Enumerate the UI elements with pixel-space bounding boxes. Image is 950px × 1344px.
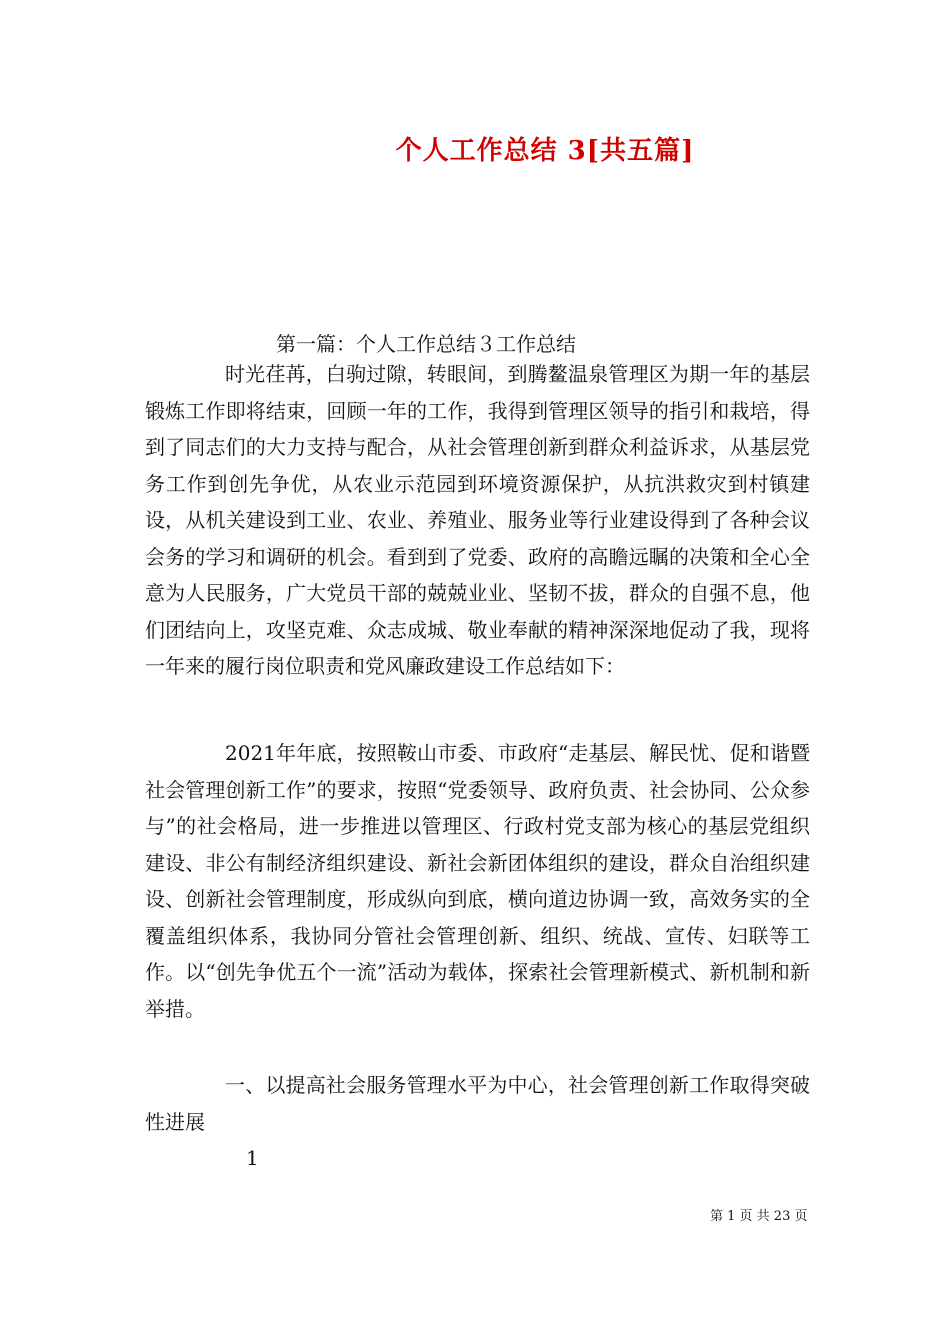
body-paragraph: 2021年年底，按照鞍山市委、市政府“走基层、解民忧、促和谐暨社会管理创新工作”的要求，按照“党委领导、政府负责、社会协同、公众参与”的社会格局，进一步推进以管理区、行政村党支部为核心的基层党组织建设、非公有制经济组织建设、新社会新团体组织的建设，群众自治组织建设、创新社会管理制度，形成纵向到底，横向道边协调一致，高效务实的全覆盖组织体系，我协同分管社会管理创新、组织、统战、宣传、妇联等工作。以“创先争优五个一流”活动为载体，探索社会管理新模式、新机制和新举措。 [145,741,810,1021]
body-paragraph: 时光荏苒，白驹过隙，转眼间，到腾鳌温泉管理区为期一年的基层锻炼工作即将结束，回顾一年的工作，我得到管理区领导的指引和栽培，得到了同志们的大力支持与配合，从社会管理创新到群众利益诉求，从基层党务工作到创先争优，从农业示范园到环境资源保护，从抗洪救灾到村镇建设，从机关建设到工业、农业、养殖业、服务业等行业建设得到了各种会议会务的学习和调研的机会。看到到了党委、政府的高瞻远瞩的决策和全心全意为人民服务，广大党员干部的兢兢业业、坚韧不拔，群众的自强不息，他们团结向上，攻坚克难、众志成城、敬业奉献的精神深深地促动了我，现将一年来的履行岗位职责和党风廉政建设工作总结如下： [145,362,810,678]
page-footer: 第 1 页 共 23 页 [710,1209,808,1224]
document-title: 个人工作总结 3[共五篇] [395,136,695,166]
section-heading: 第一篇：个人工作总结３工作总结 [276,332,576,356]
body-page-number: 1 [246,1146,259,1170]
body-paragraph: 一、以提高社会服务管理水平为中心，社会管理创新工作取得突破性进展 [145,1073,810,1134]
